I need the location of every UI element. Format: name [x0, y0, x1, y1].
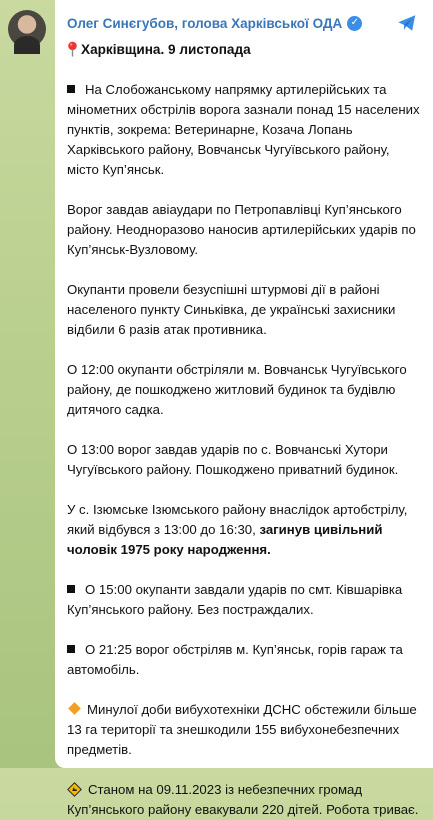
paragraph-1-text: На Слобожанському напрямку артилерійських та мінометних обстрілів ворога зазнали понад 15 населених пунктів, зокрема: Ветеринарне, Козача Лопань Харківського району, Вовчанськ Чугуївського району, місто Куп’янськ.: [67, 82, 420, 177]
paragraph-9-text: Минулої доби вибухотехніки ДСНС обстежили більше 13 га території та знешкодили 155 вибухонебезпечних предметів.: [67, 702, 417, 757]
orange-diamond-icon: [68, 702, 81, 715]
sender-name[interactable]: Олег Синєгубов, голова Харківської ОДА: [67, 15, 343, 31]
paragraph-8-text: О 21:25 ворог обстріляв м. Куп’янськ, горів гараж та автомобіль.: [67, 642, 403, 677]
message-bubble: [55, 0, 433, 817]
message-title: Харківщина. 9 листопада: [81, 42, 251, 57]
message-title-row: [67, 40, 421, 60]
message-text: [67, 40, 421, 820]
paragraph-8: [67, 640, 421, 680]
paragraph-5: О 13:00 ворог завдав ударів по с. Вовчанські Хутори Чугуївського району. Пошкоджено приватний будинок.: [67, 442, 399, 477]
channel-avatar[interactable]: [8, 10, 46, 48]
paragraph-2: Ворог завдав авіаудари по Петропавлівці Куп’янського району. Неодноразово наносив артилерійських ударів по Куп’янськ-Вузловому.: [67, 202, 416, 257]
verified-badge-icon: ✓: [347, 16, 362, 31]
paragraph-6-text: У с. Ізюмське Ізюмського району внаслідок артобстрілу, який відбувся з 13:00 до 16:30,: [67, 502, 408, 537]
paragraph-1: [67, 80, 421, 180]
paragraph-10: [67, 780, 421, 820]
paragraph-6-bold: загинув цивільний чоловік 1975 року народження.: [67, 522, 383, 557]
paragraph-10-text: Станом на 09.11.2023 із небезпечних громад Куп’янського району евакували 220 дітей. Робота триває.: [67, 782, 419, 817]
round-pushpin-icon: [67, 41, 78, 57]
share-arrow-icon[interactable]: [396, 12, 418, 34]
black-square-icon: [67, 645, 75, 653]
paragraph-7-text: О 15:00 окупанти завдали ударів по смт. Ківшарівка Куп’янського району. Без постраждалих.: [67, 582, 403, 617]
warning-sign-icon: [67, 782, 82, 797]
message-header: [67, 12, 421, 34]
paragraph-9: [67, 700, 421, 760]
paragraph-6: [67, 500, 421, 560]
black-square-icon: [67, 585, 75, 593]
sender-name-row[interactable]: [67, 16, 362, 31]
paragraph-3: Окупанти провели безуспішні штурмові дії в районі населеного пункту Синьківка, де українські захисники відбили 6 разів атак противника.: [67, 282, 396, 337]
paragraph-4: О 12:00 окупанти обстріляли м. Вовчанськ Чугуївського району, де пошкоджено житловий будинок та будівлю дитячого садка.: [67, 362, 407, 417]
paragraph-7: [67, 580, 421, 620]
black-square-icon: [67, 85, 75, 93]
